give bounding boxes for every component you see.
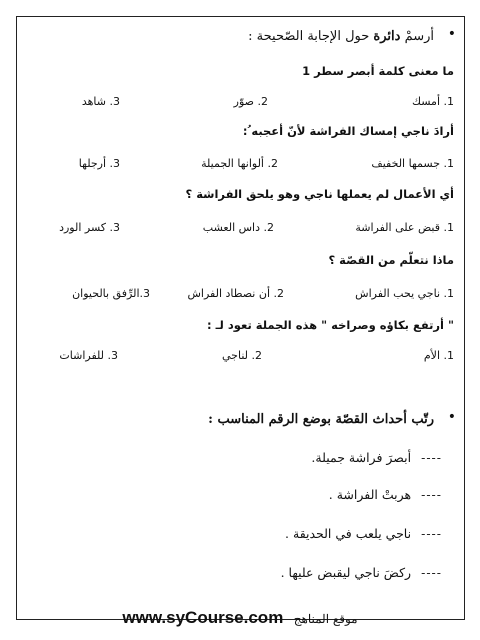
q5-option-2[interactable]: 2. لناجي — [222, 349, 262, 362]
bullet-icon: • — [447, 409, 456, 425]
q4-option-1[interactable]: 1. ناجي يحب الفراش — [355, 287, 454, 300]
event-text: ركضَ ناجي ليقبض عليها . — [280, 565, 412, 580]
q1-option-1[interactable]: 1. أمسك — [411, 95, 454, 108]
q3-option-1[interactable]: 1. قبض على الفراشة — [355, 221, 454, 234]
event-row — [285, 526, 442, 541]
event-text: ناجي يلعب في الحديقة . — [285, 526, 412, 541]
question-4: ماذا نتعلّم من القصّة ؟ — [328, 253, 454, 267]
bullet-icon: • — [447, 26, 456, 42]
q3-option-2[interactable]: 2. داس العشب — [202, 221, 274, 234]
q1-option-3[interactable]: 3. شاهد — [81, 95, 120, 108]
heading-suffix: حول الإجابة الصّحيحة : — [248, 29, 370, 44]
answer-blank[interactable]: ---- — [421, 526, 442, 541]
event-row — [329, 487, 442, 502]
q1-option-2[interactable]: 2. صوّر — [233, 95, 268, 108]
section1-heading — [248, 29, 434, 44]
q5-option-1[interactable]: 1. الأم — [423, 349, 454, 362]
q4-option-3[interactable]: 3.الرِّفق بالحيوان — [72, 287, 150, 300]
event-text: هربتْ الفراشة . — [328, 487, 412, 502]
question-1: ما معنى كلمة أبصر سطر 1 — [302, 64, 454, 78]
answer-blank[interactable]: ---- — [421, 565, 442, 580]
heading-bold: دائرة — [373, 29, 401, 44]
question-2: أرادَ ناجي إمساك الفراشة لأنّ أعجبه ُ: — [242, 124, 454, 138]
q3-option-3[interactable]: 3. كسر الورد — [59, 221, 120, 234]
event-row — [281, 565, 442, 580]
section2-heading: رتّب أحداث القصّة بوضع الرقم المناسب : — [208, 412, 434, 427]
q2-option-3[interactable]: 3. أرجلها — [78, 157, 120, 170]
answer-blank[interactable]: ---- — [421, 487, 442, 502]
footer-label: موقع المناهج — [293, 612, 358, 626]
answer-blank[interactable]: ---- — [421, 450, 442, 465]
q4-option-2[interactable]: 2. أن نصطاد الفراش — [187, 287, 284, 300]
question-5: " أرتفع بكاؤه وصراخه " هذه الجملة تعود لـ : — [206, 318, 454, 332]
event-text: أبصرَ فراشة جميلة. — [311, 450, 412, 465]
q5-option-3[interactable]: 3. للفراشات — [59, 349, 118, 362]
question-3: أي الأعمال لم يعملها ناجي وهو يلحق الفراشة ؟ — [185, 187, 454, 201]
footer-watermark — [0, 608, 480, 628]
event-row — [311, 450, 442, 465]
heading-prefix: أرسمْ — [404, 29, 434, 44]
q2-option-2[interactable]: 2. ألوانها الجميلة — [201, 157, 278, 170]
footer-site[interactable]: www.syCourse.com — [122, 608, 284, 627]
q2-option-1[interactable]: 1. جسمها الخفيف — [371, 157, 454, 170]
